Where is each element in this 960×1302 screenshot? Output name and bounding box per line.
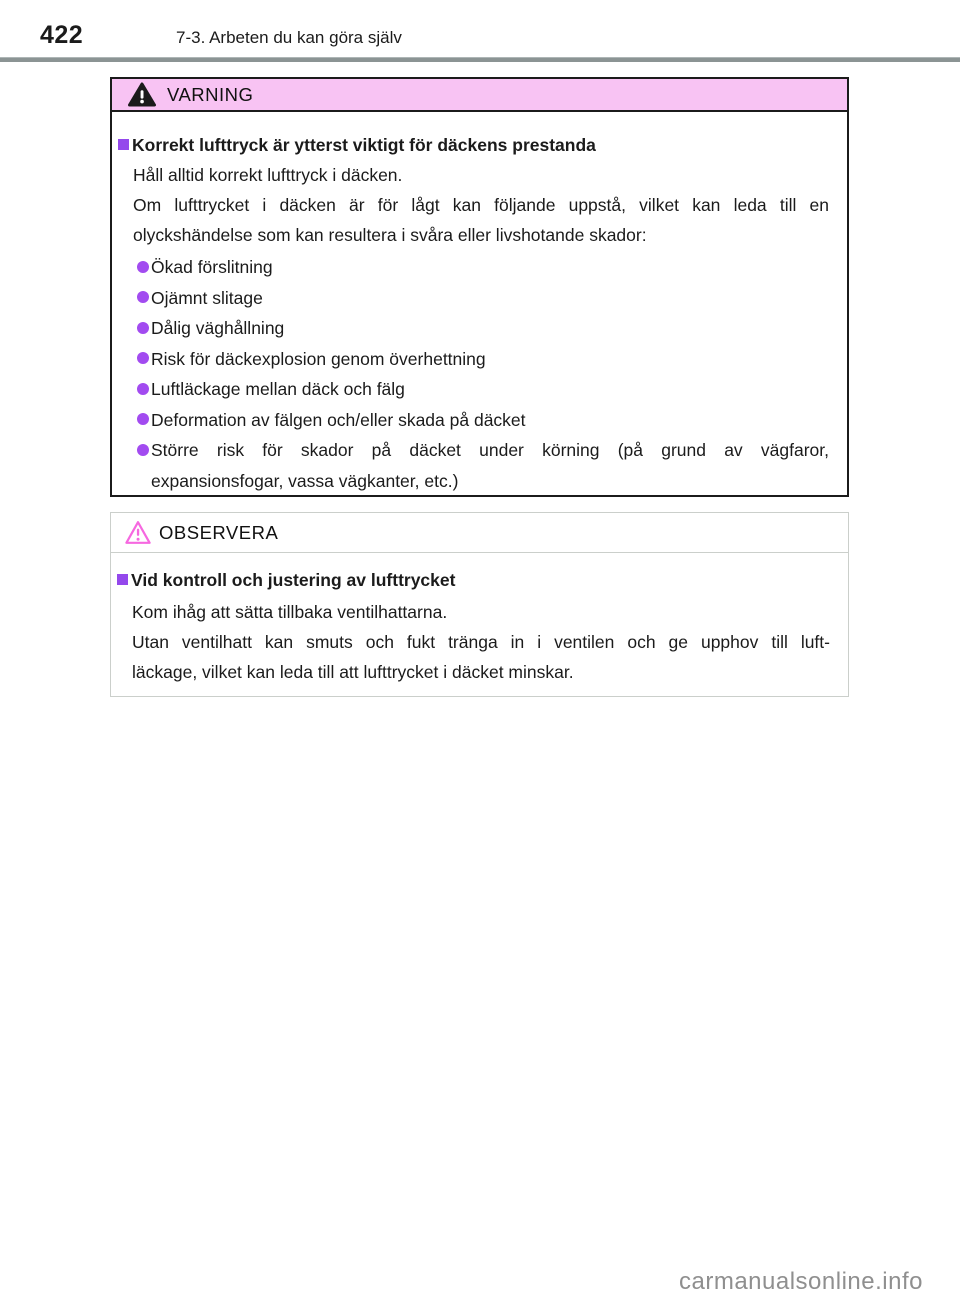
notice-box [110, 512, 849, 697]
notice-box-body [111, 553, 848, 687]
purple-square-icon [117, 574, 128, 585]
warning-bullet-line: expansionsfogar, vassa vägkanter, etc.) [151, 470, 459, 491]
notice-line: Utan ventilhatt kan smuts och fukt tränga in i ventilen och ge upphov till luft- [132, 632, 830, 652]
warning-bullet-list [137, 252, 829, 496]
warning-box-title: VARNING [167, 83, 254, 105]
notice-line: Kom ihåg att sätta tillbaka ventilhattarna. [132, 602, 448, 622]
notice-box-title: OBSERVERA [159, 521, 279, 543]
header-rule [0, 57, 960, 62]
warning-bullet-item [137, 435, 829, 496]
notice-triangle-icon [125, 520, 151, 545]
warning-bullet-item: Ökad förslitning [137, 252, 829, 283]
warning-intro-line: Om lufttrycket i däcken är för lågt kan följande uppstå, vilket kan leda till en [133, 195, 829, 215]
purple-square-icon [118, 139, 129, 150]
warning-bullet-line: Större risk för skador på däcket under körning (på grund av vägfaror, [151, 440, 829, 460]
warning-triangle-icon [128, 82, 156, 107]
warning-bullet-item: Deformation av fälgen och/eller skada på däcket [137, 405, 829, 436]
notice-sub-heading-text: Vid kontroll och justering av lufttrycket [131, 570, 456, 590]
notice-line: läckage, vilket kan leda till att lufttrycket i däcket minskar. [132, 662, 574, 682]
warning-box-body [112, 112, 847, 496]
section-title: 7-3. Arbeten du kan göra själv [176, 28, 402, 47]
page-number: 422 [40, 21, 84, 49]
warning-intro-line: Håll alltid korrekt lufttryck i däcken. [133, 165, 403, 185]
warning-box [110, 77, 849, 497]
notice-box-header [111, 513, 848, 553]
warning-bullet-item: Ojämnt slitage [137, 283, 829, 314]
warning-intro-paragraph [133, 160, 829, 250]
warning-sub-heading [118, 134, 829, 156]
warning-bullet-item: Luftläckage mellan däck och fälg [137, 374, 829, 405]
warning-sub-heading-text: Korrekt lufttryck är ytterst viktigt för däckens prestanda [132, 135, 596, 155]
warning-bullet-item: Dålig väghållning [137, 313, 829, 344]
watermark: carmanualsonline.info [679, 1268, 923, 1295]
warning-bullet-item: Risk för däckexplosion genom överhettning [137, 344, 829, 375]
notice-sub-heading [117, 569, 830, 591]
notice-paragraph [132, 597, 830, 687]
warning-box-header [112, 79, 847, 112]
warning-intro-line: olyckshändelse som kan resultera i svåra eller livshotande skador: [133, 225, 647, 245]
